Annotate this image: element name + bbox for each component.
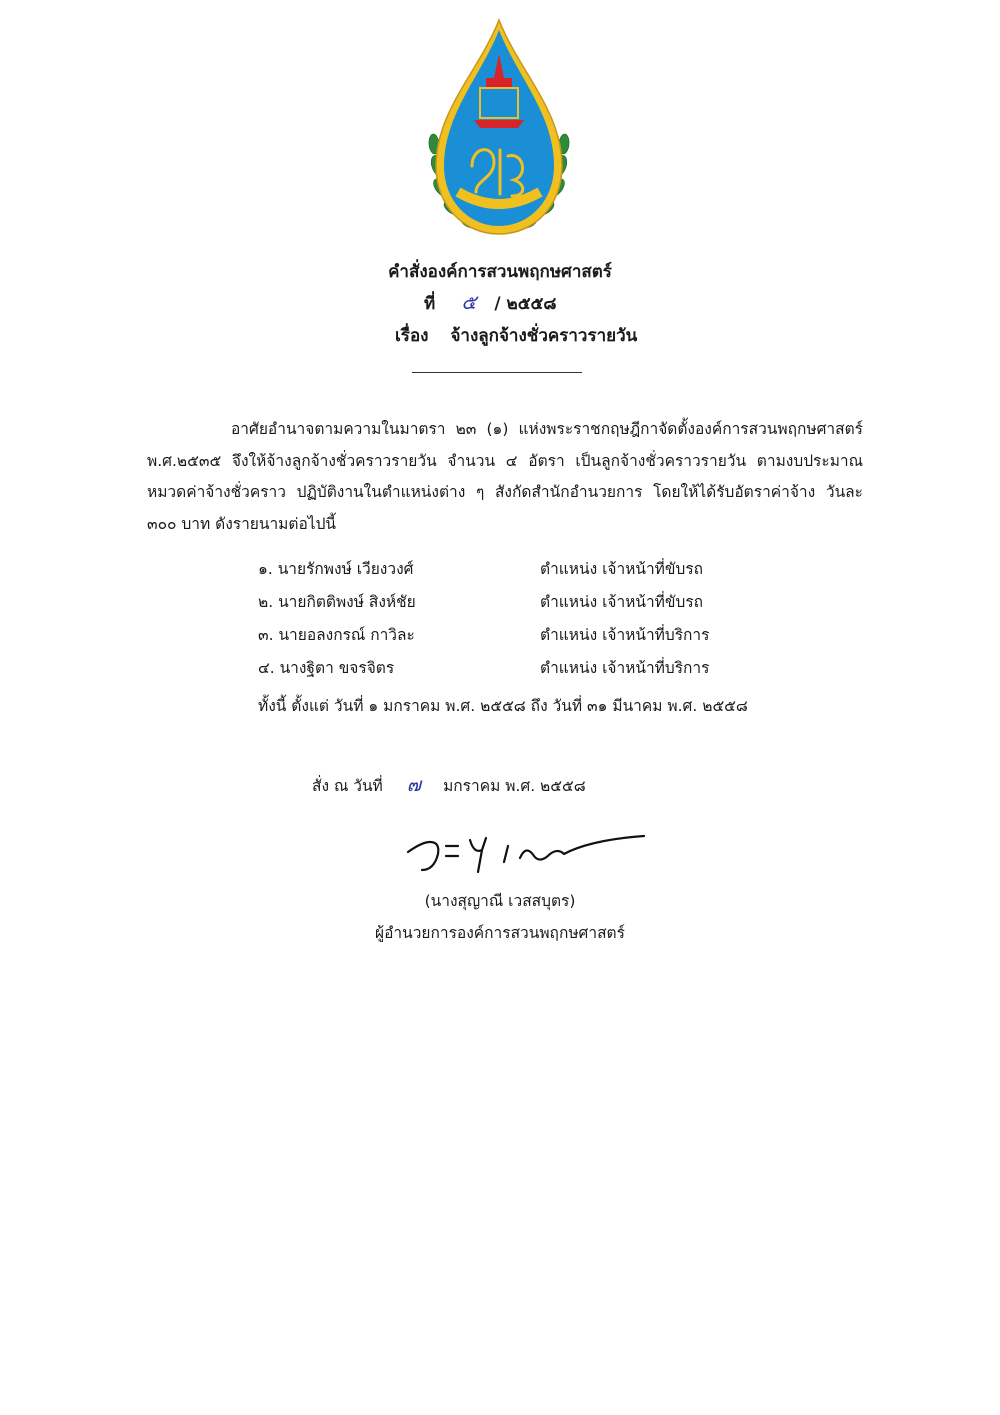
employee-position-1: ตำแหน่ง เจ้าหน้าที่ขับรถ: [540, 560, 704, 578]
order-date-month-year: มกราคม พ.ศ. ๒๕๕๘: [443, 777, 586, 795]
order-date-prefix: สั่ง ณ วันที่: [312, 777, 383, 795]
employee-position-3: ตำแหน่ง เจ้าหน้าที่บริการ: [540, 626, 710, 644]
employee-name-3: ๓. นายอลงกรณ์ กาวิละ: [258, 626, 415, 644]
employee-name-2: ๒. นายกิตติพงษ์ สิงห์ชัย: [258, 593, 416, 611]
order-subject: [395, 322, 637, 349]
order-number-year: / ๒๕๕๘: [494, 294, 557, 314]
order-number: [424, 286, 557, 318]
employee-name-4: ๔. นางฐิตา ขจรจิตร: [258, 659, 395, 677]
employee-name-1: ๑. นายรักพงษ์ เวียงวงศ์: [258, 560, 414, 578]
employee-position-4: ตำแหน่ง เจ้าหน้าที่บริการ: [540, 659, 710, 677]
order-number-prefix: ที่: [424, 294, 436, 314]
order-date: [312, 770, 586, 800]
order-title: คำสั่งองค์การสวนพฤกษศาสตร์: [388, 262, 612, 282]
header-divider: [412, 372, 582, 373]
subject-text: จ้างลูกจ้างชั่วคราวรายวัน: [450, 326, 638, 346]
body-paragraph: [147, 414, 863, 540]
employment-period: ทั้งนี้ ตั้งแต่ วันที่ ๑ มกราคม พ.ศ. ๒๕๕๘ ถึง วันที่ ๓๑ มีนาคม พ.ศ. ๒๕๕๘: [258, 697, 748, 715]
order-number-handwritten: ๕: [461, 290, 477, 314]
body-paragraph-text: อาศัยอำนาจตามความในมาตรา ๒๓ (๑) แห่งพระราชกฤษฎีกาจัดตั้งองค์การสวนพฤกษศาสตร์ พ.ศ.๒๕๓๕ จึงให้จ้างลูกจ้างชั่วคราวรายวัน จำนวน ๔ อัตรา เป็นลูกจ้างชั่วคราวรายวัน ตามงบประมาณหมวดค่าจ้างชั่วคราว ปฏิบัติงานในตำแหน่งต่าง ๆ สังกัดสำนักอำนวยการ โดยให้ได้รับอัตราค่าจ้าง วันละ ๓๐๐ บาท ดังรายนามต่อไปนี้: [147, 420, 863, 533]
signer-title: ผู้อำนวยการองค์การสวนพฤกษศาสตร์: [375, 924, 625, 942]
signer-name: (นางสุญาณี เวสสบุตร): [424, 892, 576, 910]
employee-position-2: ตำแหน่ง เจ้าหน้าที่ขับรถ: [540, 593, 704, 611]
organization-logo: [424, 16, 574, 244]
order-date-day-handwritten: ๗: [406, 774, 422, 796]
subject-label: เรื่อง: [395, 326, 429, 346]
director-signature: [400, 820, 650, 880]
